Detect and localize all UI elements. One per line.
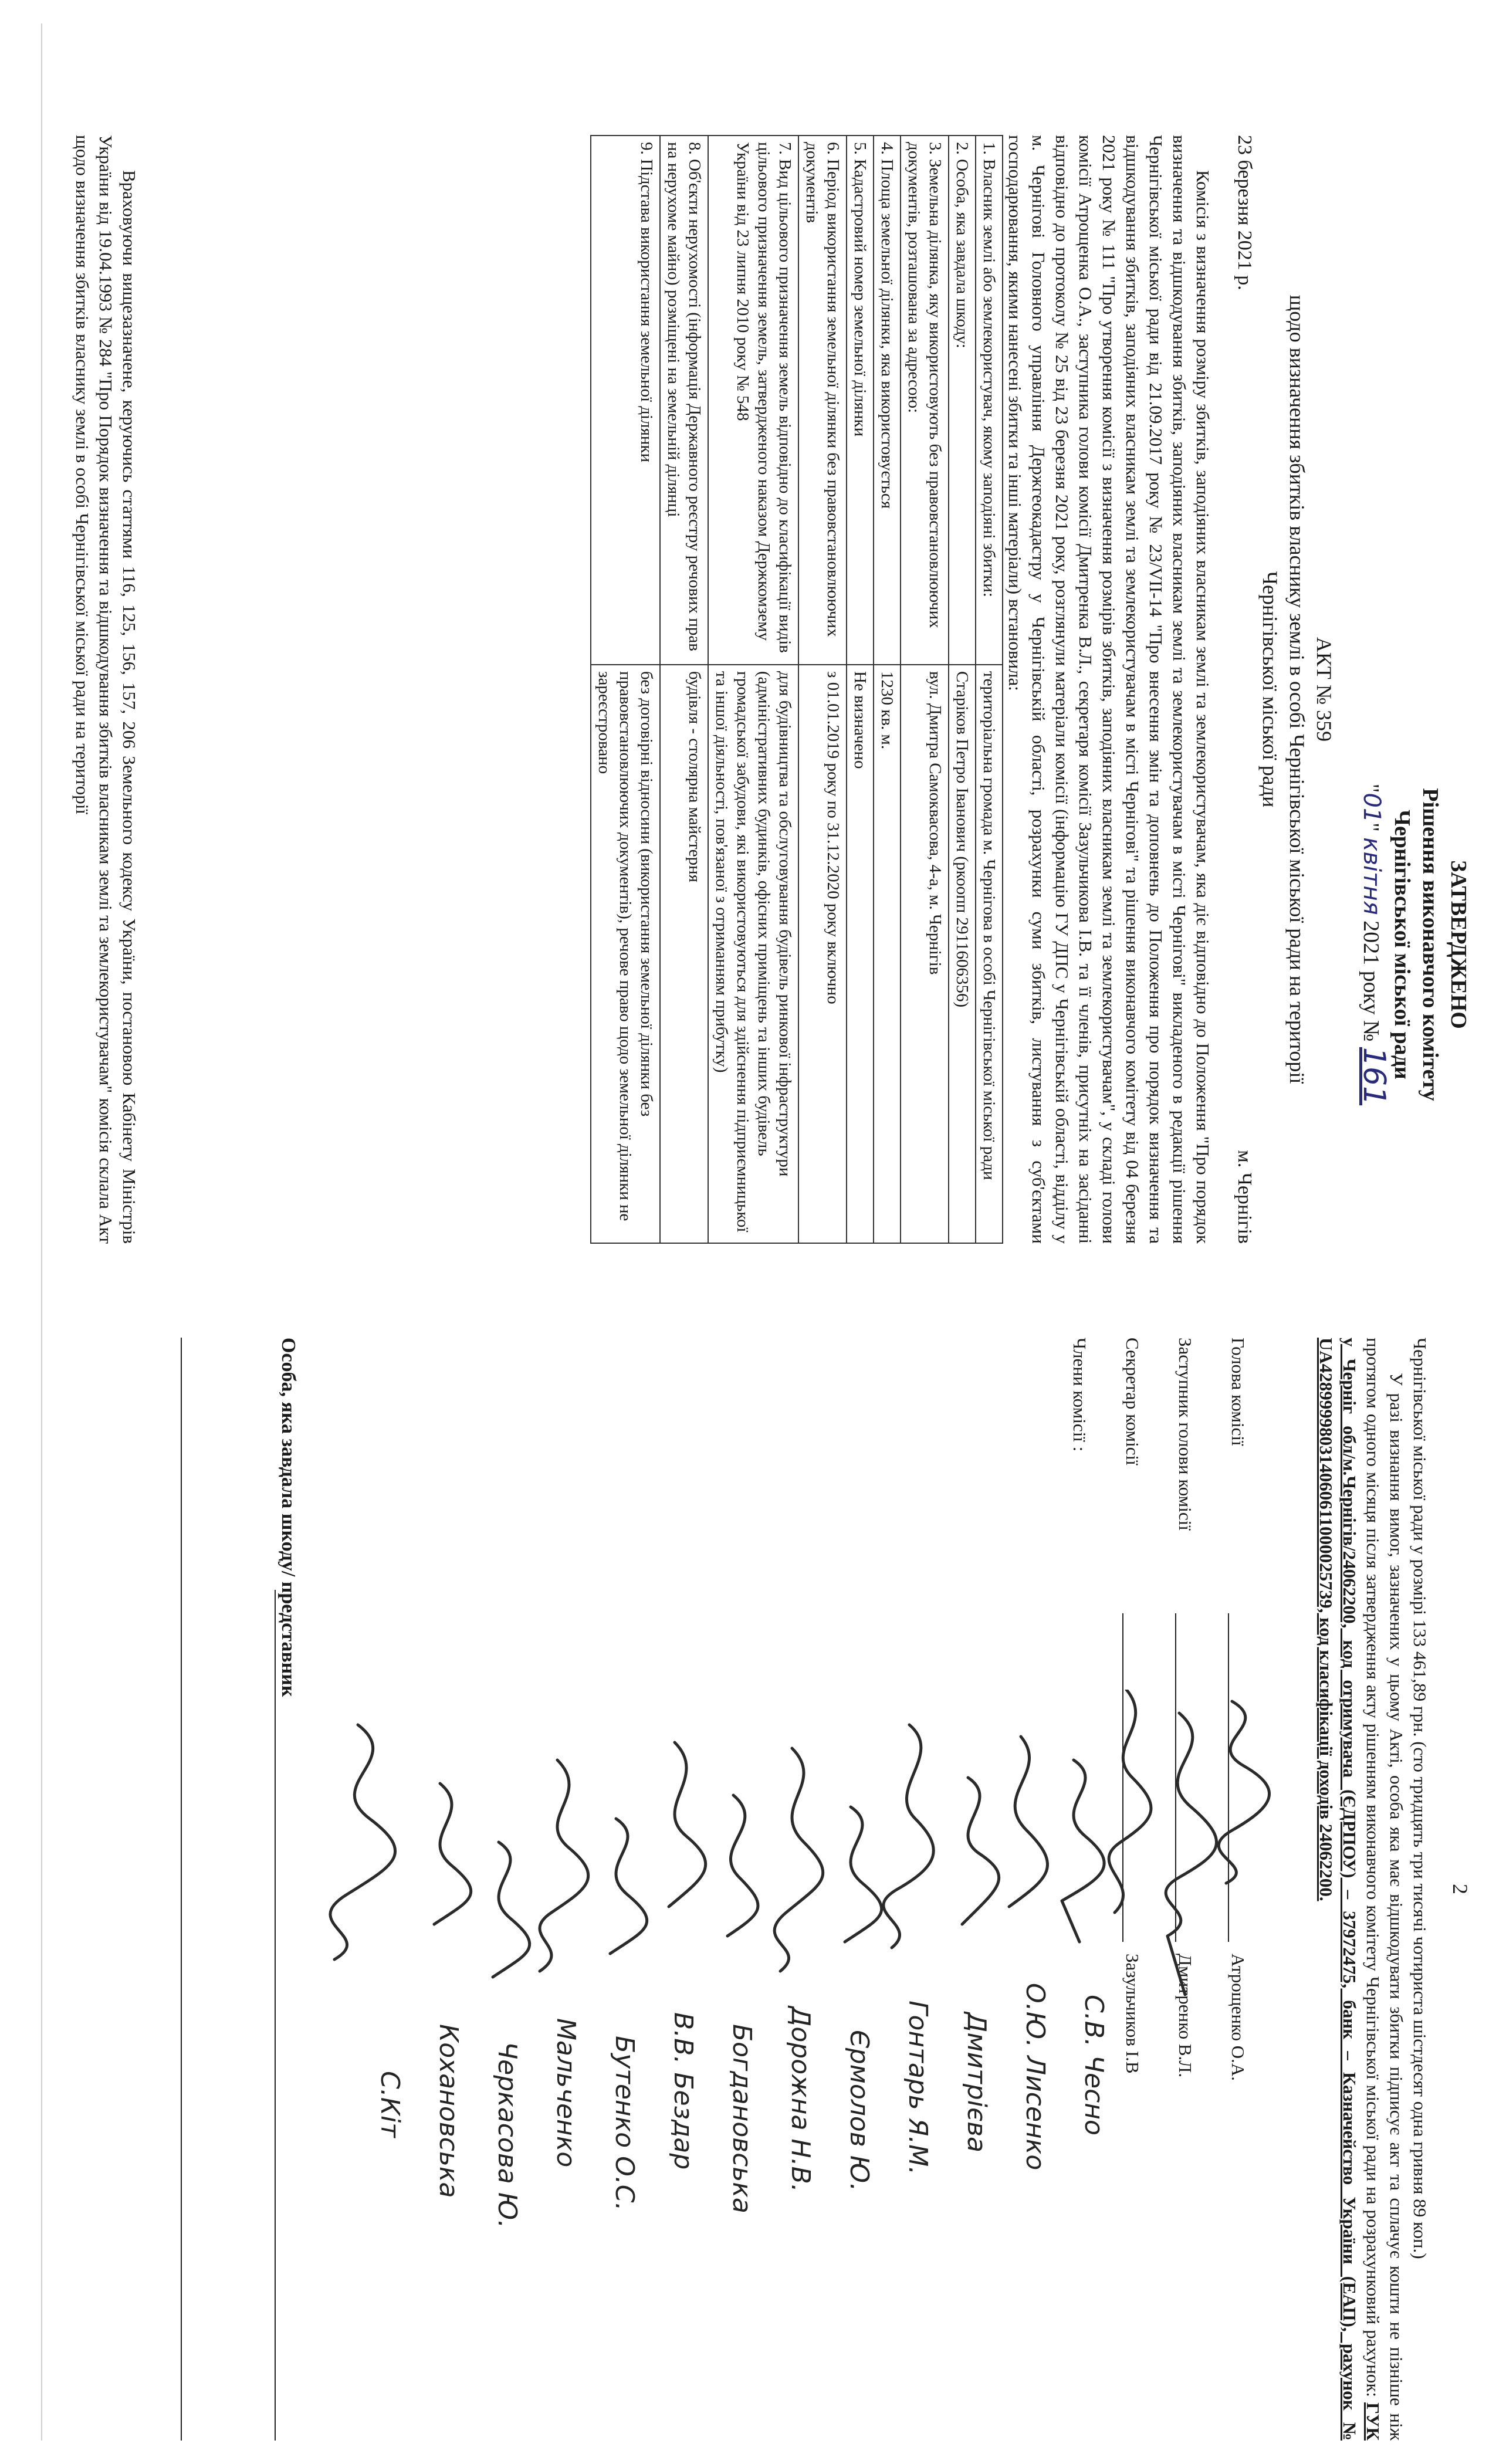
handwritten-name-2: О.Ю. Лисенко xyxy=(1020,1983,1050,2171)
handwritten-name-5: Єрмолов Ю. xyxy=(844,2030,874,2192)
approval-year-label: 2021 року № xyxy=(1359,920,1383,1042)
approval-body: Рішення виконавчого комітету xyxy=(1418,788,1443,1101)
table-row xyxy=(949,136,976,1243)
table-key-cell: 9. Підстава використання земельної ділянки xyxy=(591,136,660,665)
page-two xyxy=(65,1338,1473,2441)
approval-number: 161 xyxy=(1356,1047,1392,1106)
table-value-cell: будівля - столярна майстерня xyxy=(660,665,708,1243)
handwritten-name-4: Гонтарь Я.М. xyxy=(903,2001,933,2175)
date-quote-close: " xyxy=(1359,823,1383,832)
sig-name-secretary: Зазульчиков І.В xyxy=(1122,1954,1143,2074)
table-row xyxy=(708,136,798,1243)
table-row xyxy=(976,136,1003,1243)
table-key-cell: 7. Вид цільового призначення земель відповідно до класифікації видів цільового призначення земель, затвердженого наказом Держкомзему України від 23 липня 2010 року № 548 xyxy=(708,136,798,665)
table-row xyxy=(847,136,874,1243)
table-key-cell: 4. Площа земельної ділянки, яка використовується xyxy=(874,136,901,665)
table-value-cell: 1230 кв. м. xyxy=(874,665,901,1243)
approval-stamp xyxy=(1357,651,1473,1238)
table-value-cell: Не визначено xyxy=(847,665,874,1243)
sig-name-deputy: Дмитренко В.Л. xyxy=(1175,1954,1196,2078)
handwritten-name-6: Дорожна Н.В. xyxy=(786,2006,815,2192)
table-row xyxy=(901,136,949,1243)
table-key-cell: 1. Власник землі або землекористувач, якому заподіяні збитки: xyxy=(976,136,1003,665)
page-one xyxy=(65,135,1473,1244)
table-key-cell: 6. Період використання земельної ділянки без правовстановлюючих документів xyxy=(798,136,847,665)
act-place: м. Чернігів xyxy=(1234,1150,1255,1244)
sig-role-deputy: Заступник голови комісії xyxy=(1175,1338,1196,1531)
table-key-cell: 5. Кадастровий номер земельної ділянки xyxy=(847,136,874,665)
payment-text xyxy=(1314,1338,1431,2441)
table-key-cell: 8. Об'єкти нерухомості (інформація Державного реєстру речових прав на нерухоме майно) розміщені на земельній ділянці xyxy=(660,136,708,665)
page-number: 2 xyxy=(1448,1884,1472,1894)
closing-paragraph: Враховуючи вищезазначене, керуючись статтями 116, 125, 156, 157, 206 Земельного кодексу України, постановою Кабінету Міністрів України від 19.04.1993 № 284 "Про Порядок визначення та відшкодування збитків власникам землі та землекористувачам" комісія склала Акт щодо визначення збитків власнику землі в особі Чернігівської міської ради на території xyxy=(72,135,140,1244)
table-value-cell: Старіков Петро Іванович (ркоопп 2911606356) xyxy=(949,665,976,1243)
sig-role-chair: Голова комісії xyxy=(1228,1338,1248,1446)
sig-role-members: Члени комісії : xyxy=(1069,1338,1090,1452)
date-quote-open: " xyxy=(1359,783,1383,793)
land-info-table xyxy=(590,135,1003,1244)
table-value-cell: вул. Дмитра Самоквасова, 4-а, м. Чернігів xyxy=(901,665,949,1243)
act-subtitle-2: Чернігівської міської ради xyxy=(1258,571,1282,808)
offender-signature-line xyxy=(275,1590,276,2441)
table-value-cell: територіальна громада м. Чернігова в особі Чернігівської міської ради xyxy=(976,665,1003,1243)
approval-month: квітня xyxy=(1358,837,1385,915)
approval-day: 01 xyxy=(1358,793,1385,823)
table-row xyxy=(591,136,660,1243)
bank-details: ГУК у Черніг обл/м.Чернігів/24062200, код отримувача (ЄДРПОУ) – 37972475, банк – Казначейство України (ЕАП), рахунок № UA428999980314060611000025739, код класифікації доходів 24062200. xyxy=(1316,1338,1383,2441)
offender-label: Особа, яка завдала шкоду/ представник xyxy=(277,1338,299,1697)
act-title-block xyxy=(1257,135,1338,1244)
table-value-cell: для будівництва та обслуговування будівель ринкової інфраструктури (адміністративних будинків, офісних приміщень та інших будівель громадської забудови, які використовуються для здійснення підприємницької та іншої діяльності, пов'язаної з отриманням прибутку) xyxy=(708,665,798,1243)
table-row xyxy=(798,136,847,1243)
bottom-signature-line xyxy=(181,1338,182,2441)
handwritten-name-13: С.Кіт xyxy=(375,2071,405,2138)
handwritten-name-8: В.В. Бездар xyxy=(668,2012,698,2170)
act-date: 23 березня 2021 р. xyxy=(1234,135,1255,290)
payment-terms: У разі визнання вимог, зазначених у цьому Акті, особа яка має відшкодувати збитки підписує акт та сплачує кошти не пізніше ніж протягом одного місяця після затвердження акту рішенням виконавчого комітету Чернігівської міської ради на розрахунковий рахунок: xyxy=(1363,1338,1407,2441)
act-title: АКТ № 359 xyxy=(1312,637,1336,742)
handwritten-name-12: Кохановська xyxy=(434,2024,463,2198)
table-key-cell: 2. Особа, яка завдала шкоду: xyxy=(949,136,976,665)
sig-role-secretary: Секретар комісії xyxy=(1122,1338,1143,1465)
handwritten-name-10: Мальченко xyxy=(551,2018,581,2168)
table-key-cell: 3. Земельна ділянка, яку використовують без правовстановлюючих документів, розташована за адресою: xyxy=(901,136,949,665)
act-subtitle: щодо визначення збитків власнику землі в особі Чернігівської міської ради на території xyxy=(1285,295,1309,1084)
handwritten-name-1: С.В. Чесно xyxy=(1079,1995,1109,2135)
table-row xyxy=(874,136,901,1243)
table-value-cell: з 01.01.2019 року по 31.12.2020 року включно xyxy=(798,665,847,1243)
approval-heading: ЗАТВЕРДЖЕНО xyxy=(1446,860,1471,1029)
handwritten-name-3: Дмитрієва xyxy=(962,2012,991,2152)
handwritten-name-11: Черкасова Ю. xyxy=(492,2042,522,2229)
handwritten-name-9: Бутенко О.С. xyxy=(610,2036,639,2211)
intro-paragraph: Комісія з визначення розміру збитків, заподіяних власникам землі та землекористувачам, яка діє відповідно до Положення "Про порядок визначення та відшкодування збитків, заподіяних власникам землі та землекористувачам в місті Чернігові" викладеного в редакції рішення Чернігівської міської ради від 21.09.2017 року № 23/VII-14 "Про внесення змін та доповнень до Положення про порядок визначення та відшкодування збитків, заподіяних власникам землі та землекористувачам в місті Чернігові" та рішення виконавчого комітету від 04 березня 2021 року № 111 "Про утворення комісії з визначення розмірів збитків, заподіяних власникам землі та землекористувачам", у складі голови комісії Атрощенка О.А., заступника голови комісії Дмитренка В.Л., секретаря комісії Зазульчикова І.В. та її членів, присутніх на засіданні відповідно до протоколу № 25 від 23 березня 2021 року, розглянули матеріали комісії (інформацію ГУ ДПС у Чернігівській області, відділу у м. Чернігові Головного управління Держгеокадастру у Чернігівській області, розрахунки суми збитків, листування з суб'єктами господарювання, якими нанесені збитки та інші матеріали) встановила: xyxy=(1005,135,1213,1244)
handwritten-name-7: Богдановська xyxy=(727,2024,757,2213)
amount-paragraph: Чернігівської міської ради у розмірі 133 461,89 грн. (сто тридцять три тисячі чотириста шістдесят одна гривня 89 коп.) xyxy=(1410,1338,1430,2259)
approval-date-line xyxy=(1356,651,1392,1238)
table-value-cell: без договірні відносини (використання земельної ділянки без правовстановлюючих документів), речове право щодо земельної ділянки не зареєстровано xyxy=(591,665,660,1243)
sig-name-chair: Атрощенко О.А. xyxy=(1228,1954,1248,2081)
approval-council: Чернігівської міської ради xyxy=(1390,810,1414,1079)
table-row xyxy=(660,136,708,1243)
payment-paragraph xyxy=(1314,1338,1408,2441)
